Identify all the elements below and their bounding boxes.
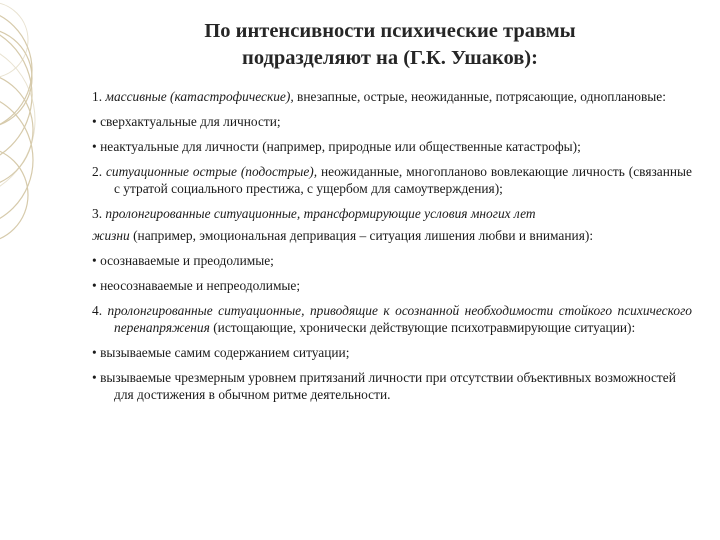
title-line-1: По интенсивности психические травмы [204,20,576,42]
list-item-1 [92,88,692,105]
bullet-icon: • [92,139,97,154]
bullet-icon: • [92,114,97,129]
item-number: 4. [92,303,103,318]
bullet-item [92,252,692,269]
bullet-item [92,369,692,403]
bullet-text: осознаваемые и преодолимые; [100,253,274,268]
content-body [92,88,692,411]
bullet-item [92,344,692,361]
bullet-icon: • [92,370,97,385]
item-description: внезапные, острые, неожиданные, потрясающие, одноплановые: [293,89,666,104]
bullet-item [92,113,692,130]
bullet-icon: • [92,278,97,293]
item-term: пролонгированные ситуационные, приводящие к осознанной необходимости стойкого психического перенапряжения [107,303,692,335]
bullet-item [92,138,692,155]
page-title [150,18,630,72]
item-term: массивные (катастрофические), [105,89,294,104]
decorative-rings-icon [0,0,70,540]
item-number: 3. [92,206,103,221]
item-description: (истощающие, хронически действующие психотравмирующие ситуации): [209,320,636,335]
item-description: (например, эмоциональная депривация – ситуация лишения любви и внимания): [129,228,594,243]
title-line-2: подразделяют на (Г.К. Ушаков): [242,47,538,69]
bullet-text: сверхактуальные для личности; [100,114,281,129]
list-item-2 [92,163,692,197]
bullet-text: вызываемые самим содержанием ситуации; [100,345,350,360]
item-number: 2. [92,164,103,179]
item-description: неожиданные, многопланово вовлекающие личность (связанные с утратой социального престижа, с ущербом для самоутверждения); [114,164,692,196]
item-term: ситуационные острые (подострые), [105,164,318,179]
bullet-item [92,277,692,294]
item-number: 1. [92,89,103,104]
bullet-text: вызываемые чрезмерным уровнем притязаний личности при отсутствии объективных возможностей для достижения в обычном ритме деятельности. [100,370,676,402]
bullet-text: неактуальные для личности (например, природные или общественные катастрофы); [100,139,581,154]
list-item-4 [92,302,692,336]
bullet-icon: • [92,253,97,268]
item-term: пролонгированные ситуационные, трансформирующие условия многих лет [105,206,536,221]
list-item-3-continued [92,227,692,244]
bullet-icon: • [92,345,97,360]
bullet-text: неосознаваемые и непреодолимые; [100,278,301,293]
item-term: жизни [92,228,130,243]
list-item-3 [92,205,692,222]
